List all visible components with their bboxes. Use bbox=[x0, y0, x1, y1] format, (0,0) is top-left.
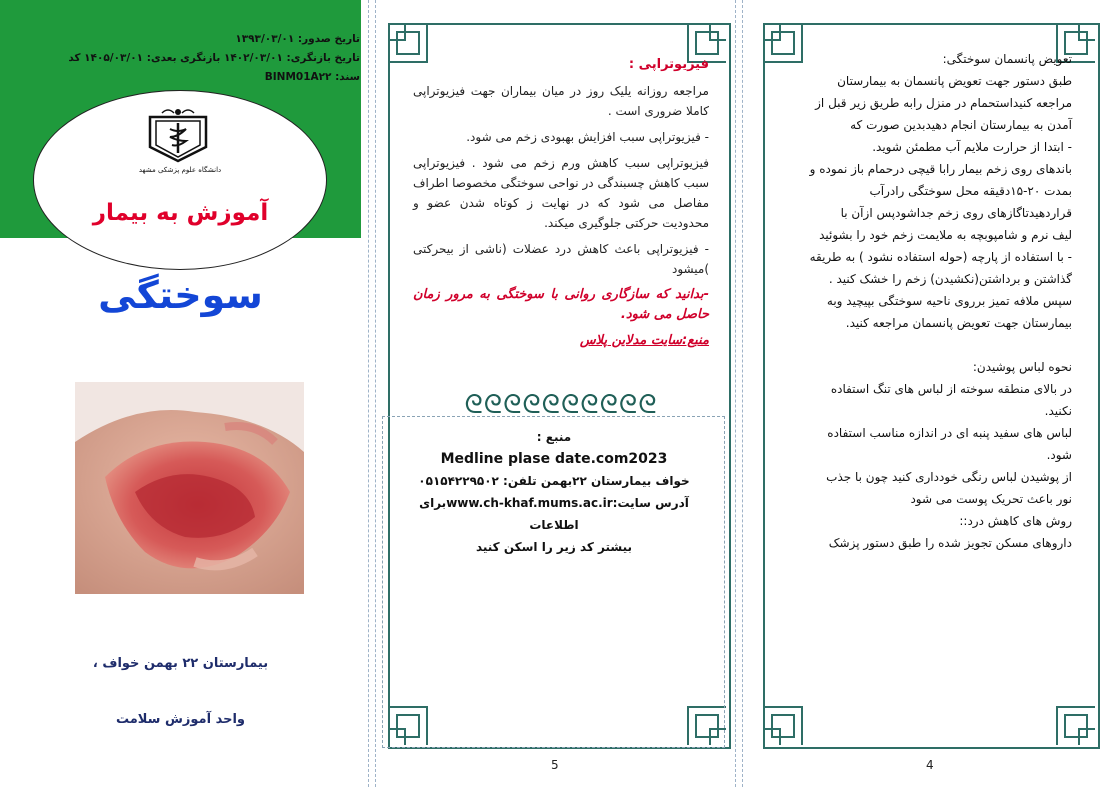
section-heading: تعویض پانسمان سوختگی: bbox=[942, 52, 1072, 66]
blank-line bbox=[785, 334, 1072, 356]
logo-caption: دانشگاه علوم پزشکی مشهد bbox=[138, 166, 222, 174]
source-note: منبع:سایت مدلاین پلاس bbox=[579, 333, 709, 348]
text-line: نور باعث تحریک پوست می شود bbox=[910, 492, 1072, 506]
text-line: طبق دستور جهت تعویض پانسمان به بیمارستان bbox=[837, 74, 1072, 88]
text-line: آمدن به بیمارستان انجام دهیدبدین صورت که bbox=[850, 118, 1072, 132]
text-line: در بالای منطقه سوخته از لباس های تنگ استفاده bbox=[830, 382, 1072, 396]
text-line: بیمارستان جهت تعویض پانسمان مراجعه کنید. bbox=[845, 316, 1072, 330]
text-line: داروهای مسکن تجویز شده را طبق دستور پزشک bbox=[828, 536, 1072, 550]
text-line: از پوشیدن لباس رنگی خودداری کنید چون با جذب bbox=[826, 470, 1072, 484]
decorative-border-icon: ᘓᘓᘓᘓᘓᘓᘓᘓᘓᘓ bbox=[464, 390, 658, 420]
column-separator bbox=[742, 0, 743, 787]
text-line: گذاشتن و برداشتن(نکشیدن) زخم را خشک کنید . bbox=[828, 272, 1072, 286]
hospital-name: بیمارستان ۲۲ بهمن خواف ، bbox=[92, 656, 269, 671]
text-line: باندهای روی زخم بیمار رابا قیچی درحمام باز نموده و bbox=[809, 162, 1072, 176]
cover-title: آموزش به بیمار bbox=[92, 200, 269, 226]
cover-topic: سوختگی bbox=[98, 273, 263, 317]
text-line: سپس ملافه تمیز برروی ناحیه سوختگی بپیچید وبه bbox=[826, 294, 1072, 308]
section-heading: روش های کاهش درد:: bbox=[959, 514, 1072, 528]
website-address: آدرس سایت:www.ch-khaf.mums.ac.irبرای اطلاعات bbox=[419, 496, 689, 532]
issue-date: تاریخ صدور: ۱۳۹۳/۰۳/۰۱ bbox=[235, 33, 360, 45]
text-line: - ابتدا از حرارت ملایم آب مطمئن شوید. bbox=[872, 140, 1072, 154]
cover-panel bbox=[0, 0, 368, 787]
text-line: نکنید. bbox=[1044, 404, 1072, 418]
source-label: منبع : bbox=[536, 430, 572, 444]
qr-instruction: بیشتر کد زیر را اسکن کنید bbox=[475, 540, 633, 554]
burn-photo bbox=[75, 382, 304, 594]
document-meta bbox=[68, 30, 360, 87]
university-logo-icon bbox=[142, 107, 214, 165]
corner-ornament-icon bbox=[1055, 705, 1095, 745]
source-info bbox=[395, 426, 713, 558]
page-number: 4 bbox=[926, 758, 934, 772]
document-code: سند: BINM01A۲۲ bbox=[264, 71, 360, 83]
text-line: شود. bbox=[1046, 448, 1072, 462]
corner-ornament-icon bbox=[764, 705, 804, 745]
adaptation-note: -بدانید که سازگاری روانی با سوختگی به مرور زمان حاصل می شود. bbox=[413, 287, 709, 322]
revision-date: تاریخ بازنگری: ۱۴۰۲/۰۳/۰۱ بازنگری بعدی: ۱۴۰۵/۰۳/۰۱ کد bbox=[68, 52, 360, 64]
physio-paragraph: - فیزیوتراپی باعث کاهش درد عضلات (ناشی از بیحرکتی )میشود bbox=[413, 242, 709, 276]
physio-paragraph: - فیزیوتراپی سبب افزایش بهبودی زخم می شود. bbox=[466, 130, 709, 144]
physiotherapy-heading: فیزیوتراپی : bbox=[628, 57, 709, 72]
page-number: 5 bbox=[551, 758, 559, 772]
health-education-unit: واحد آموزش سلامت bbox=[115, 712, 245, 727]
text-line: مراجعه کنیداستحمام در منزل رابه طریق زیر قبل از bbox=[815, 96, 1072, 110]
physio-paragraph: مراجعه روزانه یلیک روز در میان بیماران جهت فیزیوتراپی کاملا ضروری است . bbox=[413, 84, 709, 118]
text-line: - با استفاده از پارچه (حوله استفاده نشود ) به طریقه bbox=[809, 250, 1072, 264]
column-separator bbox=[735, 0, 736, 787]
dressing-change-section bbox=[785, 48, 1072, 554]
text-line: بمدت ۲۰-۱۵دقیقه محل سوختگی رادرآب bbox=[869, 184, 1072, 198]
column-separator bbox=[375, 0, 376, 787]
text-line: لباس های سفید پنبه ای در اندازه مناسب استفاده bbox=[827, 426, 1072, 440]
text-line: لیف نرم و شامپوبچه به ملایمت زخم خود را بشوئید bbox=[819, 228, 1072, 242]
column-separator bbox=[368, 0, 369, 787]
physio-paragraph: فیزیوتراپی سبب کاهش ورم زخم می شود . فیزیوتراپی سبب کاهش چسبندگی در نواحی سوختگی مخصوصا اطراف مفاصل می شود که در نهایت ز کوتاه شدن عضو و محدودیت حرکتی جلوگیری میکند. bbox=[413, 156, 709, 230]
hospital-phone: خواف بیمارستان ۲۲بهمن تلفن: ۰۵۱۵۴۲۲۹۵۰۲ bbox=[418, 474, 690, 488]
section-heading: نحوه لباس پوشیدن: bbox=[972, 360, 1072, 374]
physiotherapy-section bbox=[413, 55, 709, 357]
source-site: Medline plase date.com2023 bbox=[440, 451, 668, 467]
text-line: قراردهیدتاگازهای روی زخم جداشودپس ازآن با bbox=[840, 206, 1072, 220]
